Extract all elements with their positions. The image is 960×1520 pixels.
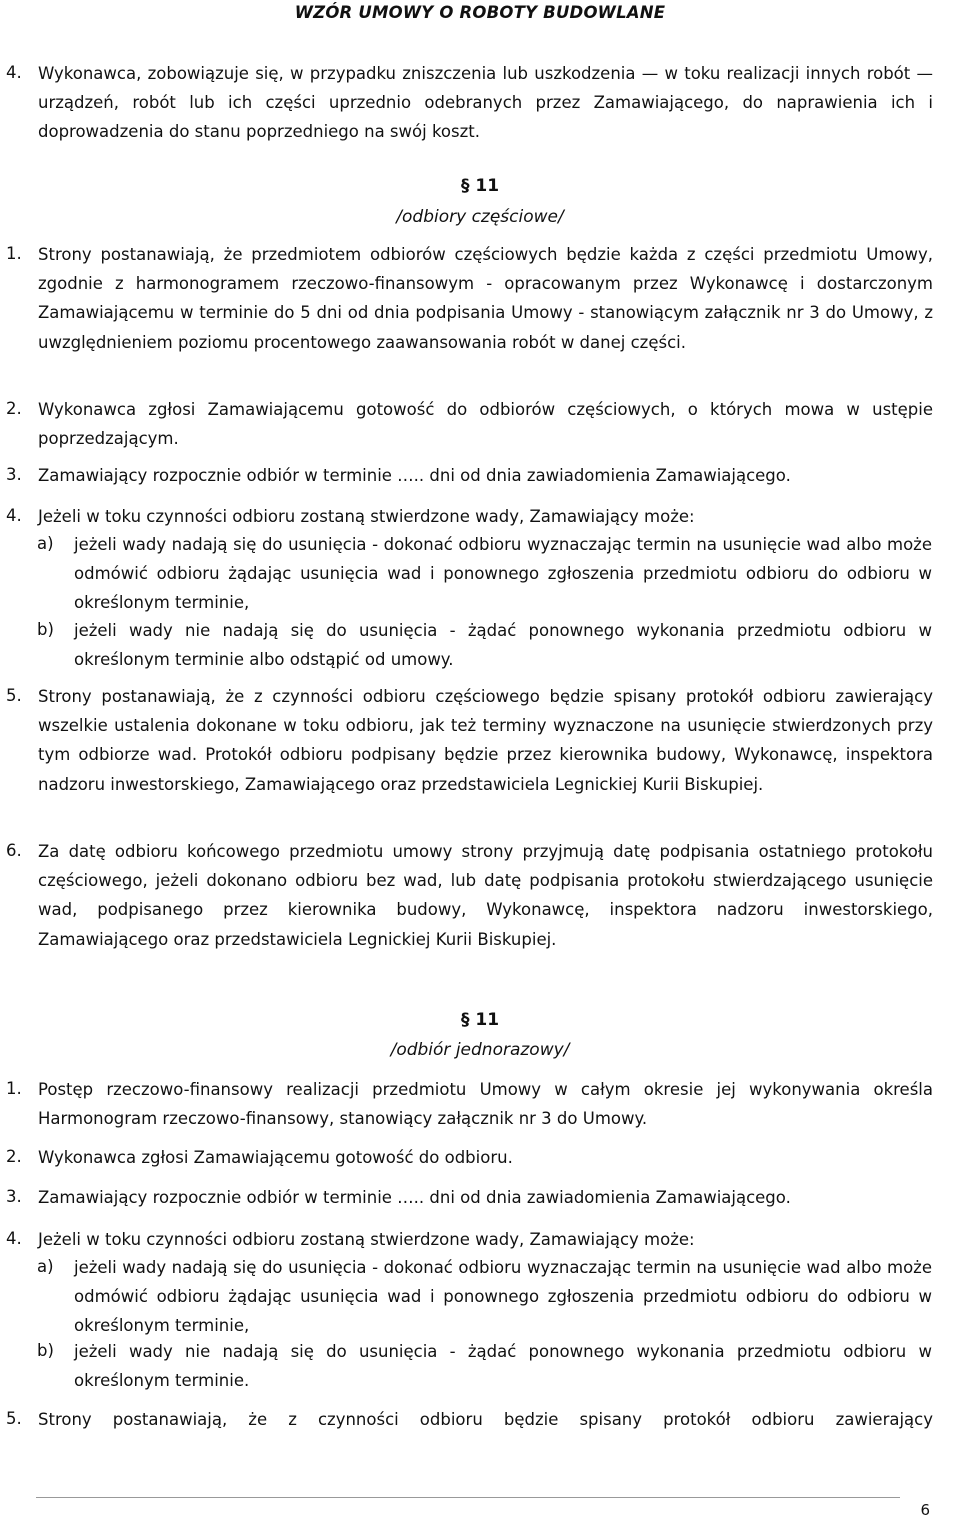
paragraph-text: Strony postanawiają, że z czynności odbioru częściowego będzie spisany protokół odbioru zawierający wszelkie ustalenia dokonane w toku odbioru, jak też terminy wyznaczone na usunięcie stwierdzonych przy tym odbiorze wad. Protokół odbioru podpisany będzie przez kierownika budowy, Wykonawcę, inspektora nadzoru inwestorskiego, Zamawiającego oraz przedstawiciela Legnickiej Kurii Biskupiej. bbox=[38, 687, 933, 794]
paragraph-text: Za datę odbioru końcowego przedmiotu umowy strony przyjmują datę podpisania ostatniego protokołu częściowego, jeżeli dokonano odbioru bez wad, lub datę podpisania protokołu stwierdzającego usunięcie wad, podpisanego przez kierownika budowy, Wykonawcę, inspektora nadzoru inwestorskiego, Zamawiającego oraz przedstawiciela Legnickiej Kurii Biskupiej. bbox=[38, 842, 933, 949]
paragraph-text: Wykonawca zgłosi Zamawiającemu gotowość do odbiorów częściowych, o których mowa w ustępie poprzedzającym. bbox=[38, 400, 933, 449]
paragraph-text: Strony postanawiają, że przedmiotem odbiorów częściowych będzie każda z części przedmiotu Umowy, zgodnie z harmonogramem rzeczowo-finansowym - opracowanym przez Wykonawcę i dostarczonym Zamawiającemu w terminie do 5 dni od dnia podpisania Umowy - stanowiącym załącznik nr 3 do Umowy, z uwzględnieniem poziomu procentowego zaawansowania robót w danej części. bbox=[38, 245, 933, 352]
paragraph-number: 4. bbox=[6, 63, 22, 82]
list-label: a) bbox=[37, 534, 54, 553]
paragraph-number: 5. bbox=[6, 1409, 22, 1428]
paragraph-number: 1. bbox=[6, 1079, 22, 1098]
list-item-text: jeżeli wady nadają się do usunięcia - dokonać odbioru wyznaczając termin na usunięcie wad albo może odmówić odbioru żądając usunięcia wad i ponownego zgłoszenia przedmiotu odbioru do odbioru w określonym terminie, bbox=[74, 535, 932, 613]
page-number: 6 bbox=[920, 1501, 930, 1519]
paragraph-text: Strony postanawiają, że z czynności odbioru będzie spisany protokół odbioru zawierający bbox=[38, 1410, 933, 1429]
section-subtitle: /odbiory częściowe/ bbox=[396, 207, 564, 227]
paragraph-text: Zamawiający rozpocznie odbiór w terminie ….. dni od dnia zawiadomienia Zamawiającego. bbox=[38, 466, 791, 485]
paragraph-text: Postęp rzeczowo-finansowy realizacji przedmiotu Umowy w całym okresie jej wykonywania określa Harmonogram rzeczowo-finansowy, stanowiący załącznik nr 3 do Umowy. bbox=[38, 1080, 933, 1129]
list-label: a) bbox=[37, 1257, 54, 1276]
list-item-text: jeżeli wady nie nadają się do usunięcia - żądać ponownego wykonania przedmiotu odbioru w określonym terminie. bbox=[74, 1342, 932, 1391]
paragraph-number: 3. bbox=[6, 465, 22, 484]
footer-divider bbox=[36, 1497, 900, 1498]
paragraph-number: 2. bbox=[6, 399, 22, 418]
paragraph-text: Wykonawca zgłosi Zamawiającemu gotowość do odbioru. bbox=[38, 1148, 513, 1167]
section-heading: § 11 bbox=[460, 1010, 500, 1030]
paragraph-text: Jeżeli w toku czynności odbioru zostaną stwierdzone wady, Zamawiający może: bbox=[38, 1230, 695, 1249]
paragraph-text: Wykonawca, zobowiązuje się, w przypadku zniszczenia lub uszkodzenia — w toku realizacji innych robót — urządzeń, robót lub ich części uprzednio odebranych przez Zamawiającego, do naprawienia ich i doprowadzenia do stanu poprzedniego na swój koszt. bbox=[38, 64, 933, 142]
paragraph-text: Jeżeli w toku czynności odbioru zostaną stwierdzone wady, Zamawiający może: bbox=[38, 507, 695, 526]
document-header: WZÓR UMOWY O ROBOTY BUDOWLANE bbox=[294, 3, 666, 22]
list-label: b) bbox=[37, 1341, 54, 1360]
paragraph-number: 3. bbox=[6, 1187, 22, 1206]
list-item-text: jeżeli wady nie nadają się do usunięcia - żądać ponownego wykonania przedmiotu odbioru w określonym terminie albo odstąpić od umowy. bbox=[74, 621, 932, 670]
paragraph-number: 4. bbox=[6, 506, 22, 525]
paragraph-number: 4. bbox=[6, 1229, 22, 1248]
list-item-text: jeżeli wady nadają się do usunięcia - dokonać odbioru wyznaczając termin na usunięcie wad albo może odmówić odbioru żądając usunięcia wad i ponownego zgłoszenia przedmiotu odbioru do odbioru w określonym terminie, bbox=[74, 1258, 932, 1336]
section-subtitle: /odbiór jednorazowy/ bbox=[390, 1040, 570, 1060]
paragraph-number: 2. bbox=[6, 1147, 22, 1166]
paragraph-number: 6. bbox=[6, 841, 22, 860]
paragraph-number: 1. bbox=[6, 244, 22, 263]
section-heading: § 11 bbox=[460, 176, 500, 196]
paragraph-number: 5. bbox=[6, 686, 22, 705]
paragraph-text: Zamawiający rozpocznie odbiór w terminie ….. dni od dnia zawiadomienia Zamawiającego. bbox=[38, 1188, 791, 1207]
list-label: b) bbox=[37, 620, 54, 639]
